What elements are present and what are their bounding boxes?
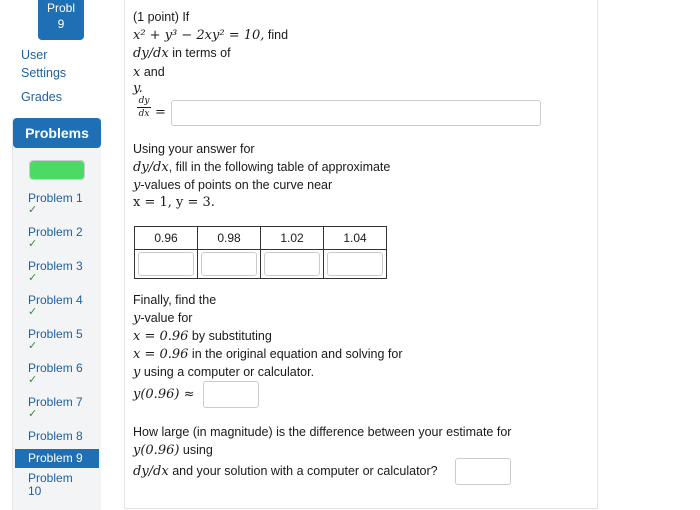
account-links [21, 44, 66, 108]
table-header-cell: 0.96 [135, 227, 198, 250]
part3-line2-text: -value for [140, 311, 193, 325]
y-var-inline: y [133, 365, 141, 380]
fraction-bar [137, 107, 151, 108]
fraction-denominator: dx [138, 109, 150, 119]
problem-label: Problem 1 [28, 191, 83, 205]
check-icon: ✓ [28, 238, 38, 250]
equation: x² + y³ − 2xy² = 10, [133, 28, 265, 43]
check-icon: ✓ [28, 272, 38, 284]
problem-link-2[interactable] [28, 226, 83, 250]
part3-line4-text: in the original equation and solving for [191, 347, 403, 361]
y-approx-label: y(0.96) ≈ [133, 387, 195, 402]
progress-bar [29, 160, 85, 180]
table-input-cell [135, 250, 198, 279]
table-input-cell [198, 250, 261, 279]
problem-label: Problem 4 [28, 293, 83, 307]
equation-line [133, 26, 288, 45]
y-input-4[interactable] [327, 252, 383, 276]
dydx-math: dy/dx [133, 160, 169, 175]
dydx-answer-input[interactable] [171, 100, 541, 126]
table-row-y [135, 250, 387, 279]
x-var: x [133, 65, 141, 80]
y-var: y. [133, 81, 143, 96]
problem-link-6[interactable] [28, 362, 83, 386]
check-icon: ✓ [28, 374, 38, 386]
check-icon: ✓ [28, 408, 38, 420]
difference-answer-input[interactable] [455, 458, 511, 485]
sidebar [0, 0, 112, 510]
part3-line2 [133, 309, 192, 328]
dydx-fraction [137, 96, 151, 119]
problem-link-1[interactable] [28, 192, 83, 216]
dydx-math: dy/dx [133, 464, 169, 479]
y-input-3[interactable] [264, 252, 320, 276]
x-equals-value: x = 0.96 [133, 347, 189, 362]
part3-line5 [133, 363, 314, 382]
link-grades[interactable]: Grades [21, 90, 62, 104]
problem-link-9-active[interactable] [15, 449, 99, 468]
x-equals-value: x = 0.96 [133, 329, 189, 344]
part4-line3 [133, 462, 438, 481]
y-input-1[interactable] [138, 252, 194, 276]
progress-bar-fill [30, 161, 84, 179]
part2-line2-text: , fill in the following table of approximate [168, 160, 391, 174]
link-user[interactable]: User [21, 48, 48, 62]
intro-text: (1 point) If [133, 10, 190, 24]
fraction-numerator: dy [138, 96, 150, 106]
check-icon: ✓ [28, 340, 38, 352]
y-var-inline: y [133, 178, 141, 193]
problems-panel [12, 118, 101, 510]
part4-line2 [133, 441, 213, 460]
part3-line3-text: by substituting [191, 329, 272, 343]
table-input-cell [261, 250, 324, 279]
problem-label-number: 10 [28, 484, 42, 498]
problem-label: Problem [28, 471, 73, 485]
part3-line3 [133, 327, 272, 346]
y-value-answer-input[interactable] [203, 381, 259, 408]
problem-content [124, 0, 598, 509]
approximation-table [134, 226, 387, 279]
part2-point: x = 1, y = 3. [133, 195, 215, 210]
part4-line1: How large (in magnitude) is the difference between your estimate for [133, 425, 512, 439]
current-problem-tab[interactable] [38, 0, 84, 40]
problems-header: Problems [13, 118, 101, 148]
problem-link-10[interactable] [28, 472, 73, 498]
in-terms-text: in terms of [172, 46, 231, 60]
part2-line3 [133, 176, 332, 195]
part2-line3-text: -values of points on the curve near [140, 178, 333, 192]
table-header-cell: 1.04 [324, 227, 387, 250]
problem-link-4[interactable] [28, 294, 83, 318]
problem-label: Problem 5 [28, 327, 83, 341]
table-input-cell [324, 250, 387, 279]
problem-link-8[interactable] [28, 430, 83, 443]
part3-line1: Finally, find the [133, 293, 217, 307]
problem-link-7[interactable] [28, 396, 83, 420]
part3-line4 [133, 345, 402, 364]
find-text: find [267, 28, 289, 42]
dydx-math: dy/dx [133, 46, 169, 61]
problem-label: Problem 9 [28, 451, 83, 465]
table-header-cell: 0.98 [198, 227, 261, 250]
terms-line [133, 44, 231, 63]
table-row-x [135, 227, 387, 250]
check-icon: ✓ [28, 306, 38, 318]
y-var-inline: y [133, 311, 141, 326]
problem-label: Problem 8 [28, 429, 83, 443]
part2-line1: Using your answer for [133, 142, 255, 156]
current-problem-label: Probl [46, 1, 75, 15]
problem-link-3[interactable] [28, 260, 83, 284]
part4-line3-text: and your solution with a computer or calculator? [172, 464, 438, 478]
check-icon: ✓ [28, 204, 38, 216]
problem-label: Problem 3 [28, 259, 83, 273]
equals-sign: = [155, 105, 166, 120]
table-header-cell: 1.02 [261, 227, 324, 250]
part2-line2 [133, 158, 390, 177]
part3-line5-text: using a computer or calculator. [143, 365, 315, 379]
using-text: using [182, 443, 213, 457]
problem-label: Problem 6 [28, 361, 83, 375]
y-input-2[interactable] [201, 252, 257, 276]
link-settings[interactable]: Settings [21, 66, 67, 80]
and-text: and [143, 65, 165, 79]
problem-label: Problem 2 [28, 225, 83, 239]
problem-link-5[interactable] [28, 328, 83, 352]
y-of-value: y(0.96) [133, 443, 180, 458]
current-problem-number: 9 [57, 17, 65, 31]
problem-label: Problem 7 [28, 395, 83, 409]
